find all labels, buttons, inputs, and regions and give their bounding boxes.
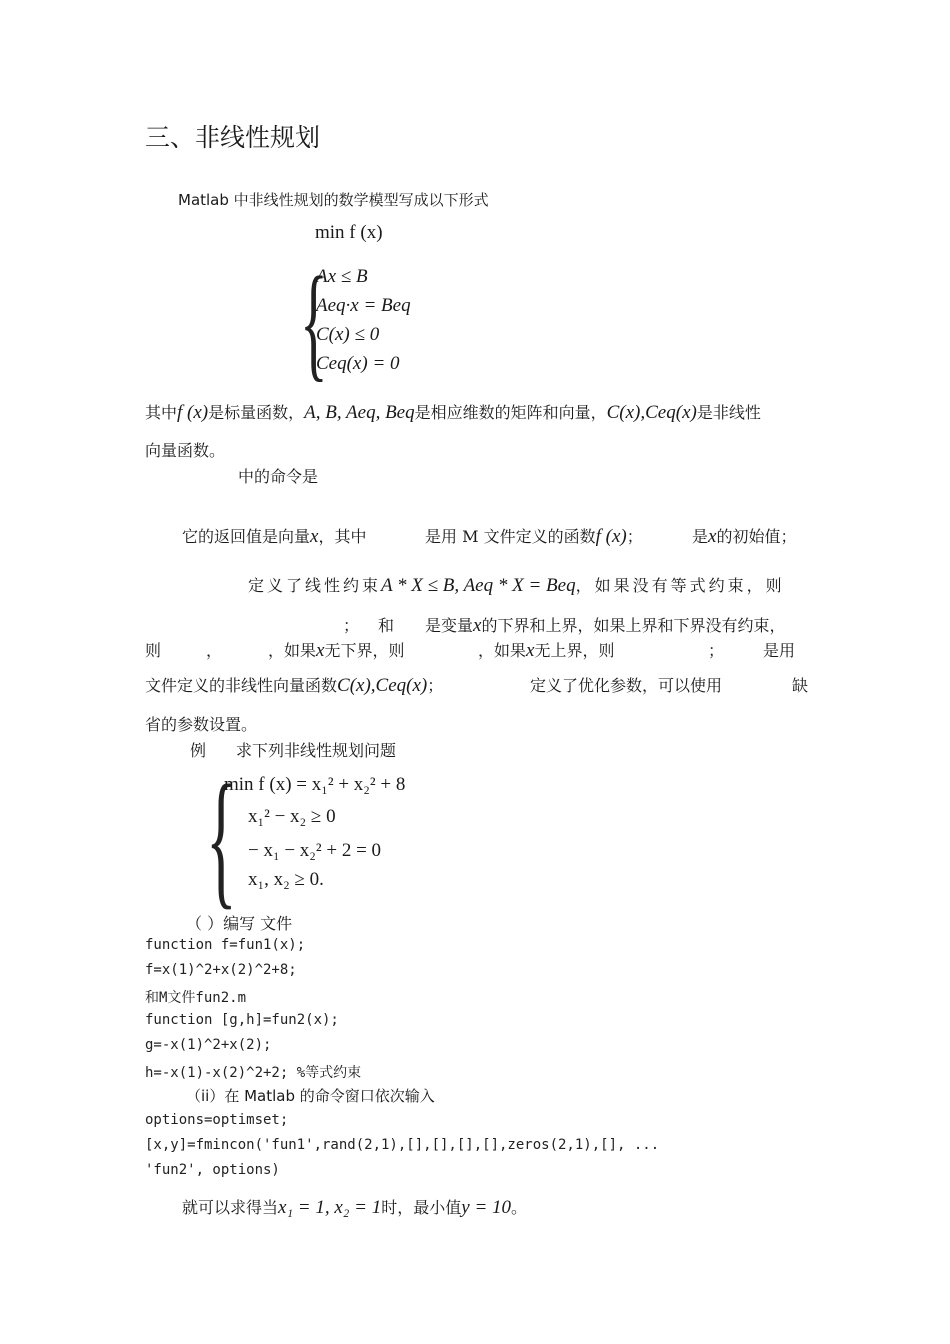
intro-text: Matlab 中非线性规划的数学模型写成以下形式 — [178, 191, 489, 209]
para3-line5: 省的参数设置。 — [145, 715, 258, 734]
code-line: [x,y]=fmincon('fun1',rand(2,1),[],[],[],[],zeros(2,1),[], ... — [145, 1137, 660, 1153]
example-label: 例 — [190, 741, 207, 760]
example-brace: { — [206, 754, 237, 922]
para1-line1: 其中f (x)是标量函数，A, B, Aeq, Beq是相应维数的矩阵和向量，C(x),Ceq(x)是非线性 — [145, 402, 761, 423]
para3-line4d: 缺 — [792, 676, 809, 695]
para3-line2a: ； — [343, 616, 360, 635]
step1-heading: （ ）编写 文件 — [186, 914, 293, 933]
code-line: f=x(1)^2+x(2)^2+8; — [145, 962, 297, 978]
file-note: 和M文件fun2.m — [145, 990, 247, 1006]
constraint-1: Ax ≤ B — [316, 266, 368, 287]
para3-line3b: ， — [206, 641, 223, 660]
para3-line3e: ，如果x无上界，则 — [478, 640, 615, 661]
para1-line2: 向量函数。 — [145, 441, 226, 460]
code-line: function [g,h]=fun2(x); — [145, 1012, 339, 1028]
para3-line1: 定义了线性约束A * X ≤ B, Aeq * X = Beq，如果没有等式约束，则 — [248, 575, 785, 596]
para2-line-c: 是x的初始值； — [692, 526, 797, 547]
code-line: function f=fun1(x); — [145, 937, 306, 953]
constraint-3: C(x) ≤ 0 — [316, 324, 380, 345]
constraint-brace: { — [300, 251, 328, 393]
constraint-4: Ceq(x) = 0 — [316, 353, 400, 374]
code-line: options=optimset; — [145, 1112, 289, 1128]
code-line: 'fun2', options) — [145, 1162, 280, 1178]
para2-line: 它的返回值是向量x，其中 — [182, 526, 367, 547]
para3-line3h: 是用 — [763, 641, 796, 660]
step2-heading: （ii）在 Matlab 的命令窗口依次输入 — [186, 1087, 435, 1105]
example-constraint-1: x₁² − x₂ ≥ 0 — [248, 806, 336, 827]
constraint-2: Aeq·x = Beq — [316, 295, 411, 316]
para3-line2c: 是变量x的下界和上界，如果上界和下界没有约束， — [425, 615, 786, 636]
example-text: 求下列非线性规划问题 — [236, 741, 397, 760]
code-line: g=-x(1)^2+x(2); — [145, 1037, 272, 1053]
example-constraint-3: x₁, x₂ ≥ 0. — [248, 869, 324, 890]
code-line: h=-x(1)-x(2)^2+2; %等式约束 — [145, 1065, 362, 1081]
example-constraint-2: − x₁ − x₂² + 2 = 0 — [248, 840, 382, 861]
para3-line4a: 文件定义的非线性向量函数C(x),Ceq(x)； — [145, 675, 444, 696]
result-line: 就可以求得当x₁ = 1, x₂ = 1时，最小值y = 10。 — [182, 1197, 528, 1218]
para3-line4c: 定义了优化参数，可以使用 — [530, 676, 723, 695]
objective-formula: min f (x) — [315, 222, 383, 243]
para3-line3a: 则 — [145, 641, 162, 660]
para2-line-b: 是用 M 文件定义的函数f (x)； — [425, 526, 643, 547]
para3-line2b: 和 — [378, 616, 395, 635]
para3-line3g: ； — [708, 641, 725, 660]
section-heading: 三、非线性规划 — [145, 123, 321, 152]
example-objective: min f (x) = x₁² + x₂² + 8 — [224, 774, 406, 795]
command-intro: 中的命令是 — [238, 467, 319, 486]
para3-line3c: ，如果x无下界，则 — [268, 640, 405, 661]
